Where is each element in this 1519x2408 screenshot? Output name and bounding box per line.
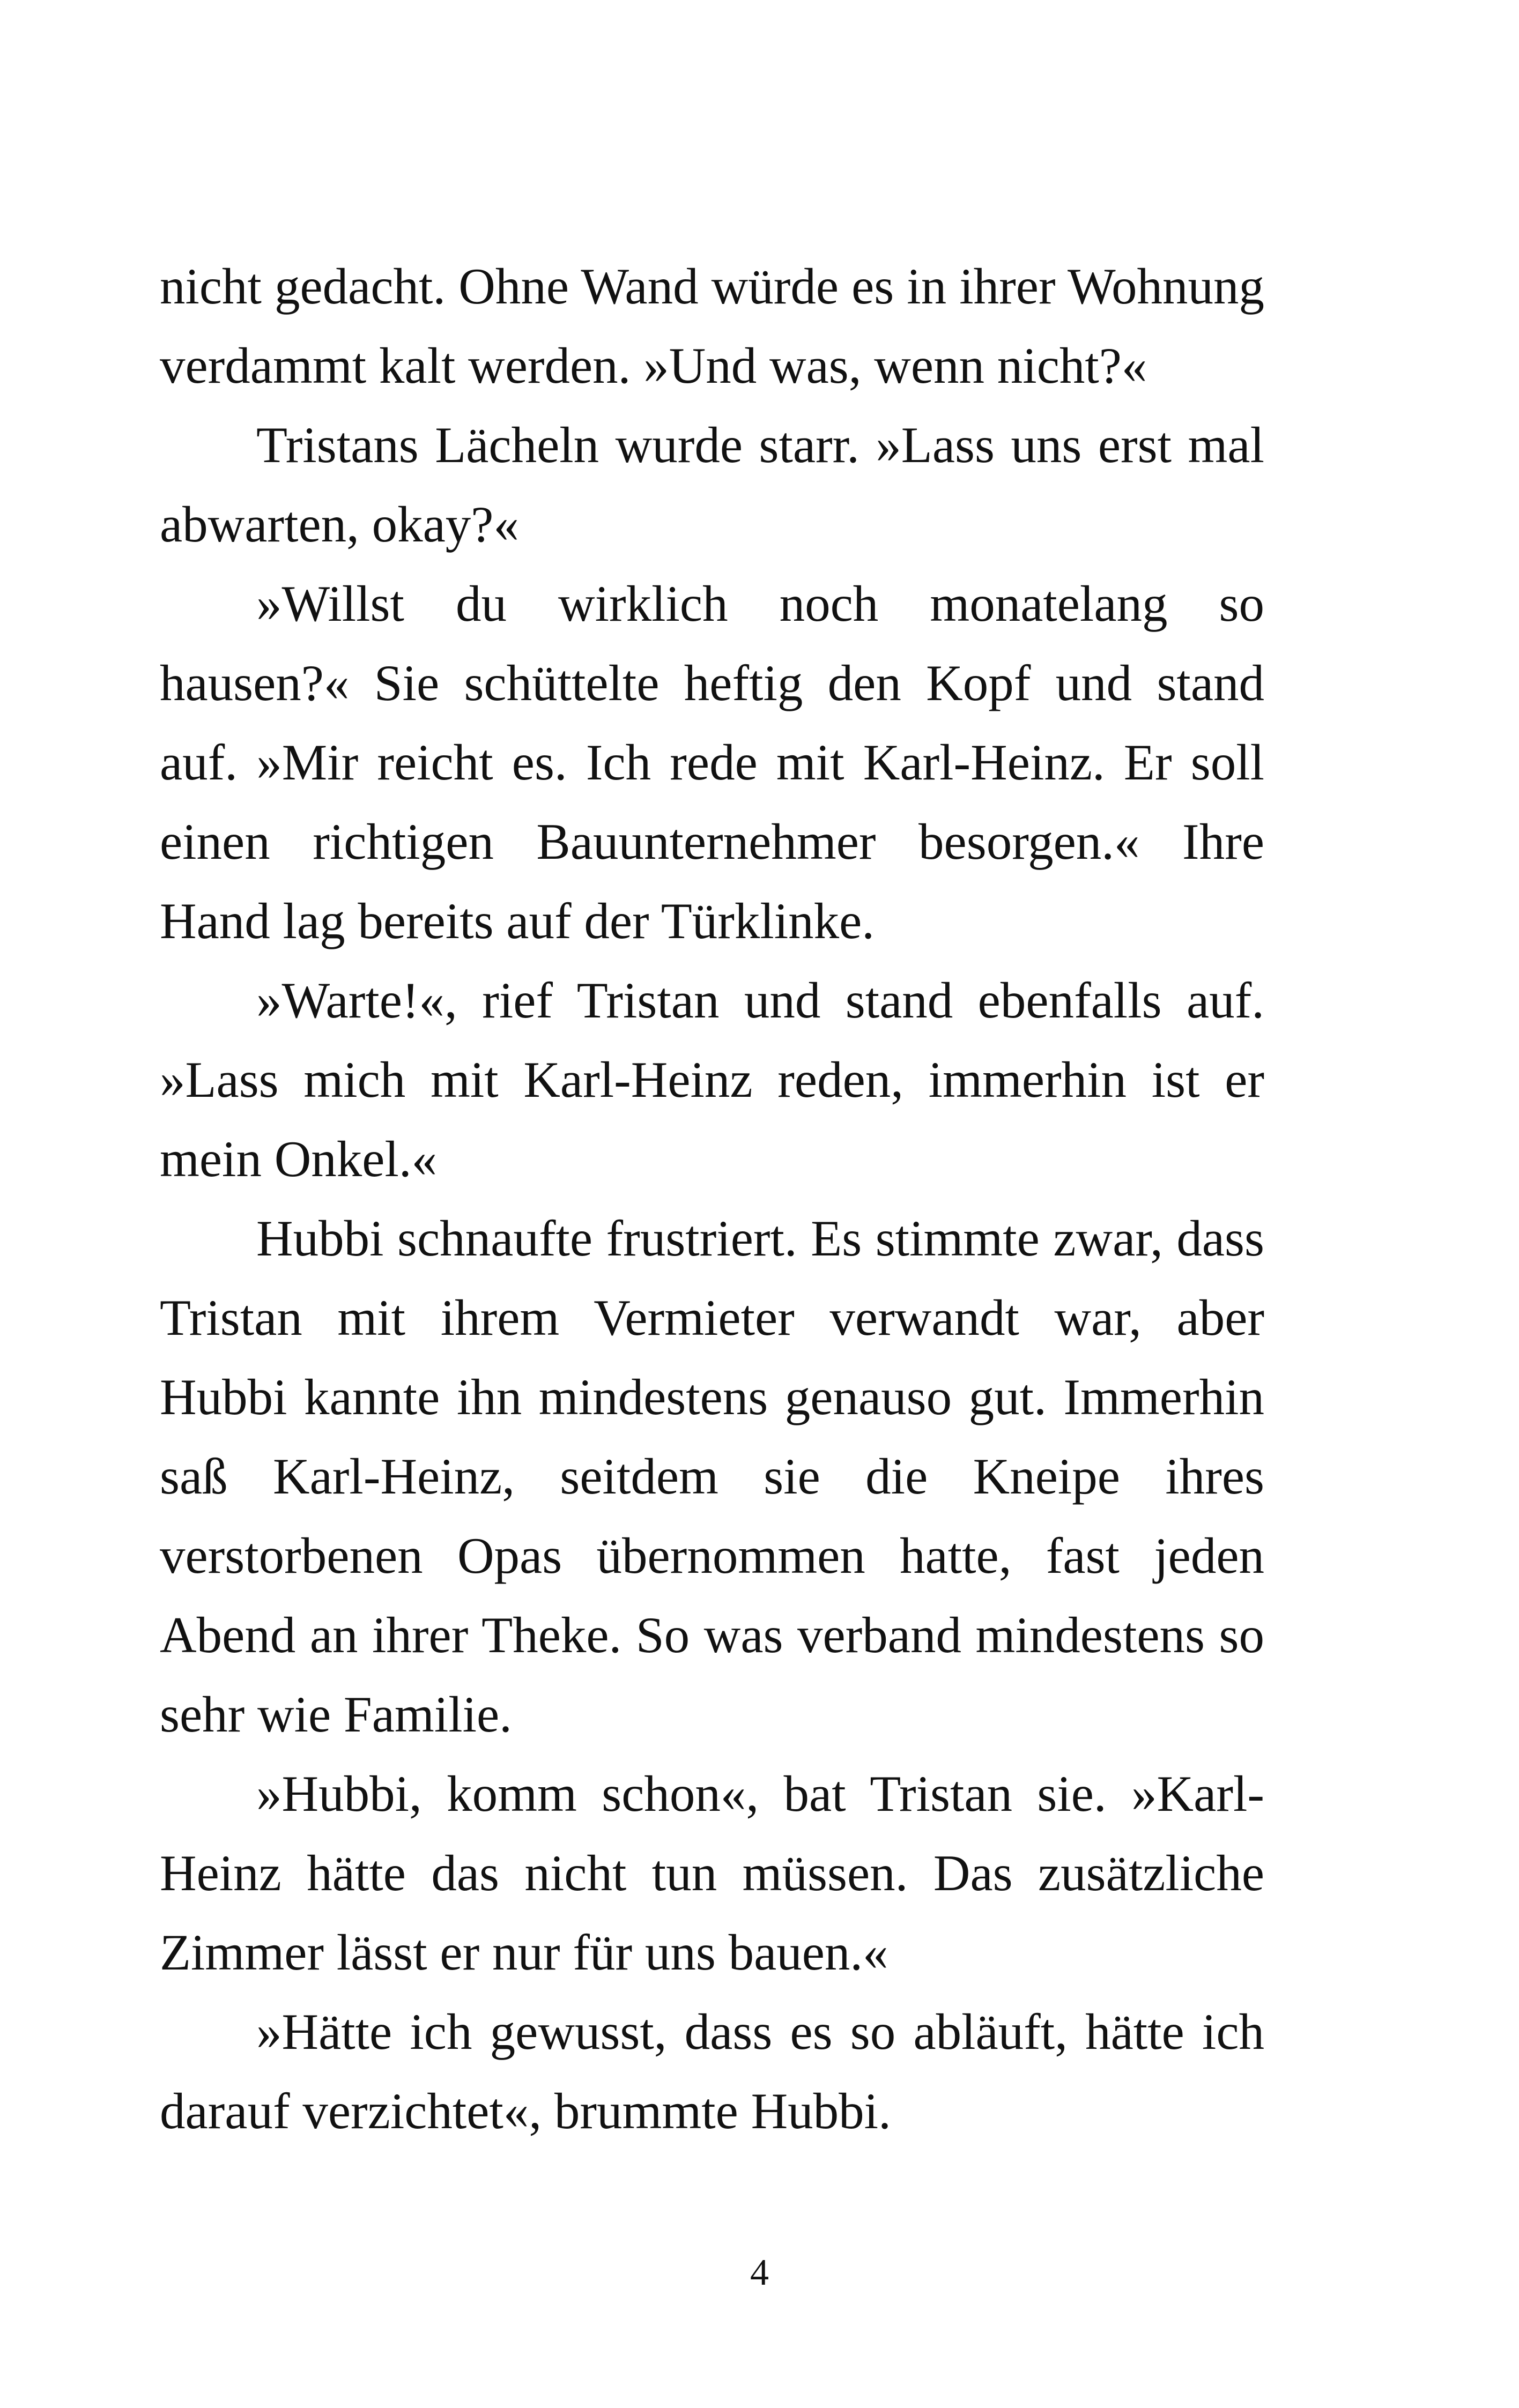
paragraph-3: »Willst du wirklich noch monatelang so hausen?« Sie schüttelte heftig den Kopf und stand auf. »Mir reicht es. Ich rede mit Karl-Heinz. Er soll einen richtigen Bauunternehmer besorgen.« Ihre Hand lag bereits auf der Türklinke. xyxy=(160,575,1264,949)
paragraph-7: »Hätte ich gewusst, dass es so abläuft, hätte ich darauf verzichtet«, brummte Hubbi. xyxy=(160,2003,1264,2139)
body-text xyxy=(160,247,1264,2151)
paragraph-4: »Warte!«, rief Tristan und stand ebenfalls auf. »Lass mich mit Karl-Heinz reden, immerhin ist er mein Onkel.« xyxy=(160,972,1264,1187)
paragraph-2: Tristans Lächeln wurde starr. »Lass uns erst mal abwarten, okay?« xyxy=(160,417,1264,553)
page-number: 4 xyxy=(750,2252,769,2293)
paragraph-5: Hubbi schnaufte frustriert. Es stimmte zwar, dass Tristan mit ihrem Vermieter verwandt war, aber Hubbi kannte ihn mindestens genauso gut. Immerhin saß Karl-Heinz, seitdem sie die Kneipe ihres verstorbenen Opas übernommen hatte, fast jeden Abend an ihrer Theke. So was verband mindestens so sehr wie Familie. xyxy=(160,1210,1264,1743)
paragraph-6: »Hubbi, komm schon«, bat Tristan sie. »Karl-Heinz hätte das nicht tun müssen. Das zusätzliche Zimmer lässt er nur für uns bauen.« xyxy=(160,1765,1264,1981)
paragraph-1: nicht gedacht. Ohne Wand würde es in ihrer Wohnung verdammt kalt werden. »Und was, wenn nicht?« xyxy=(160,258,1264,394)
